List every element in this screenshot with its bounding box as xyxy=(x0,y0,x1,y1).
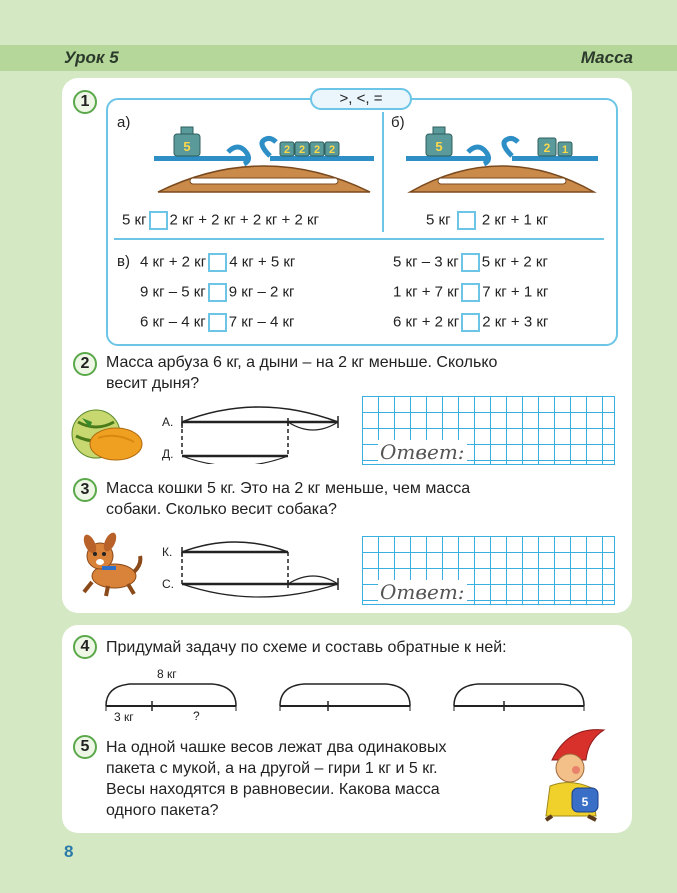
scheme-2 xyxy=(280,684,410,711)
task-3-number: 3 xyxy=(73,478,97,502)
gnome-illustration xyxy=(538,726,612,822)
task-5-line-4: одного пакета? xyxy=(106,802,219,819)
task-1v-row-2-right xyxy=(393,283,548,302)
melon-watermelon-illustration xyxy=(68,406,146,464)
svg-text:5: 5 xyxy=(581,795,589,809)
answer-box-r1-left[interactable] xyxy=(208,253,227,272)
divider-horizontal xyxy=(114,238,604,240)
expr-r1-c1: 4 кг + 2 кг xyxy=(140,253,207,271)
comparison-signs: >, <, = xyxy=(310,88,412,110)
task-1a-label: а) xyxy=(117,114,131,131)
weight-5kg-a xyxy=(174,127,200,156)
svg-text:2: 2 xyxy=(298,144,306,156)
segment-label-k: К. xyxy=(162,545,173,559)
expr-r2-c4: 7 кг + 1 кг xyxy=(482,283,549,301)
expr-r2-c3: 1 кг + 7 кг xyxy=(393,283,460,301)
task-1a-left: 5 кг xyxy=(122,211,147,229)
scheme-total-label: 8 кг xyxy=(157,667,177,681)
task-3-text xyxy=(106,478,606,520)
scheme-part-2-label: ? xyxy=(193,709,200,723)
task-1v-label: в) xyxy=(117,253,130,270)
svg-text:5: 5 xyxy=(183,139,191,154)
task-3-line-1: Масса кошки 5 кг. Это на 2 кг меньше, чем масса xyxy=(106,480,471,497)
scheme-1 xyxy=(106,684,236,711)
task-2-answer-label: Ответ: xyxy=(380,440,465,464)
task-1b-answer-box[interactable] xyxy=(457,211,476,230)
task-1b-right: 2 кг + 1 кг xyxy=(481,211,549,229)
weights-2-1kg-b xyxy=(538,138,572,156)
scale-a-illustration xyxy=(150,120,378,196)
task-1b-label: б) xyxy=(391,114,405,131)
task-1v-row-2-left xyxy=(140,283,295,302)
task-2-line-1: Масса арбуза 6 кг, а дыни – на 2 кг меньше. Сколько xyxy=(106,354,498,371)
task-1v-row-3-left xyxy=(140,313,295,332)
topic-title: Масса xyxy=(580,48,633,67)
task-1a-answer-box[interactable] xyxy=(149,211,168,230)
task-2-number: 2 xyxy=(73,352,97,376)
task-4-schemes xyxy=(100,680,600,714)
expr-r3-c3: 6 кг + 2 кг xyxy=(393,313,460,331)
task-5-number: 5 xyxy=(73,735,97,759)
task-1v-row-3-right xyxy=(393,313,548,332)
task-3-segment-diagram xyxy=(178,534,344,606)
task-3-answer-label: Ответ: xyxy=(380,580,465,604)
scheme-3 xyxy=(454,684,584,711)
expr-r1-c3: 5 кг – 3 кг xyxy=(393,253,459,271)
task-5-line-3: Весы находятся в равновесии. Какова масса xyxy=(106,781,440,798)
task-1-number: 1 xyxy=(73,90,97,114)
task-1a-expression xyxy=(122,211,319,230)
task-1v-row-1-left xyxy=(140,253,295,272)
segment-label-a: А. xyxy=(162,415,174,429)
answer-box-r2-left[interactable] xyxy=(208,283,227,302)
task-1v-row-1-right xyxy=(393,253,548,272)
task-3-line-2: собаки. Сколько весит собака? xyxy=(106,501,337,518)
task-2-text xyxy=(106,352,606,394)
scheme-part-1-label: 3 кг xyxy=(114,710,134,724)
expr-r2-c1: 9 кг – 5 кг xyxy=(140,283,206,301)
svg-text:5: 5 xyxy=(435,139,443,154)
task-5-line-1: На одной чашке весов лежат два одинаковых xyxy=(106,739,447,756)
dog-illustration xyxy=(78,532,144,600)
expr-r1-c4: 5 кг + 2 кг xyxy=(481,253,548,271)
task-4-number: 4 xyxy=(73,635,97,659)
expr-r1-c2: 4 кг + 5 кг xyxy=(229,253,296,271)
page-number: 8 xyxy=(64,842,74,861)
weight-5kg-b xyxy=(426,127,452,156)
svg-text:1: 1 xyxy=(561,144,569,156)
answer-box-r1-right[interactable] xyxy=(461,253,480,272)
svg-text:2: 2 xyxy=(328,144,336,156)
svg-text:2: 2 xyxy=(543,141,551,155)
task-5-line-2: пакета с мукой, а на другой – гири 1 кг и 5 кг. xyxy=(106,760,438,777)
task-2-segment-diagram xyxy=(178,398,344,464)
task-5-text xyxy=(106,737,531,821)
segment-label-s: С. xyxy=(162,577,174,591)
task-4-text: Придумай задачу по схеме и составь обратные к ней: xyxy=(106,639,507,656)
expr-r2-c2: 9 кг – 2 кг xyxy=(228,283,295,301)
lesson-title: Урок 5 xyxy=(64,48,119,67)
expr-r3-c4: 2 кг + 3 кг xyxy=(482,313,549,331)
expr-r3-c1: 6 кг – 4 кг xyxy=(140,313,206,331)
divider-vertical xyxy=(382,112,384,232)
answer-box-r3-left[interactable] xyxy=(208,313,227,332)
task-2-line-2: весит дыня? xyxy=(106,375,200,392)
segment-label-d: Д. xyxy=(162,447,174,461)
task-1b-left: 5 кг xyxy=(426,211,451,229)
svg-text:2: 2 xyxy=(283,144,291,156)
expr-r3-c2: 7 кг – 4 кг xyxy=(228,313,295,331)
scale-b-illustration xyxy=(402,120,602,196)
answer-box-r2-right[interactable] xyxy=(461,283,480,302)
weights-2kg-a xyxy=(280,142,339,156)
svg-text:2: 2 xyxy=(313,144,321,156)
task-1a-right: 2 кг + 2 кг + 2 кг + 2 кг xyxy=(169,211,320,229)
answer-box-r3-right[interactable] xyxy=(461,313,480,332)
task-1b-expression xyxy=(426,211,548,230)
